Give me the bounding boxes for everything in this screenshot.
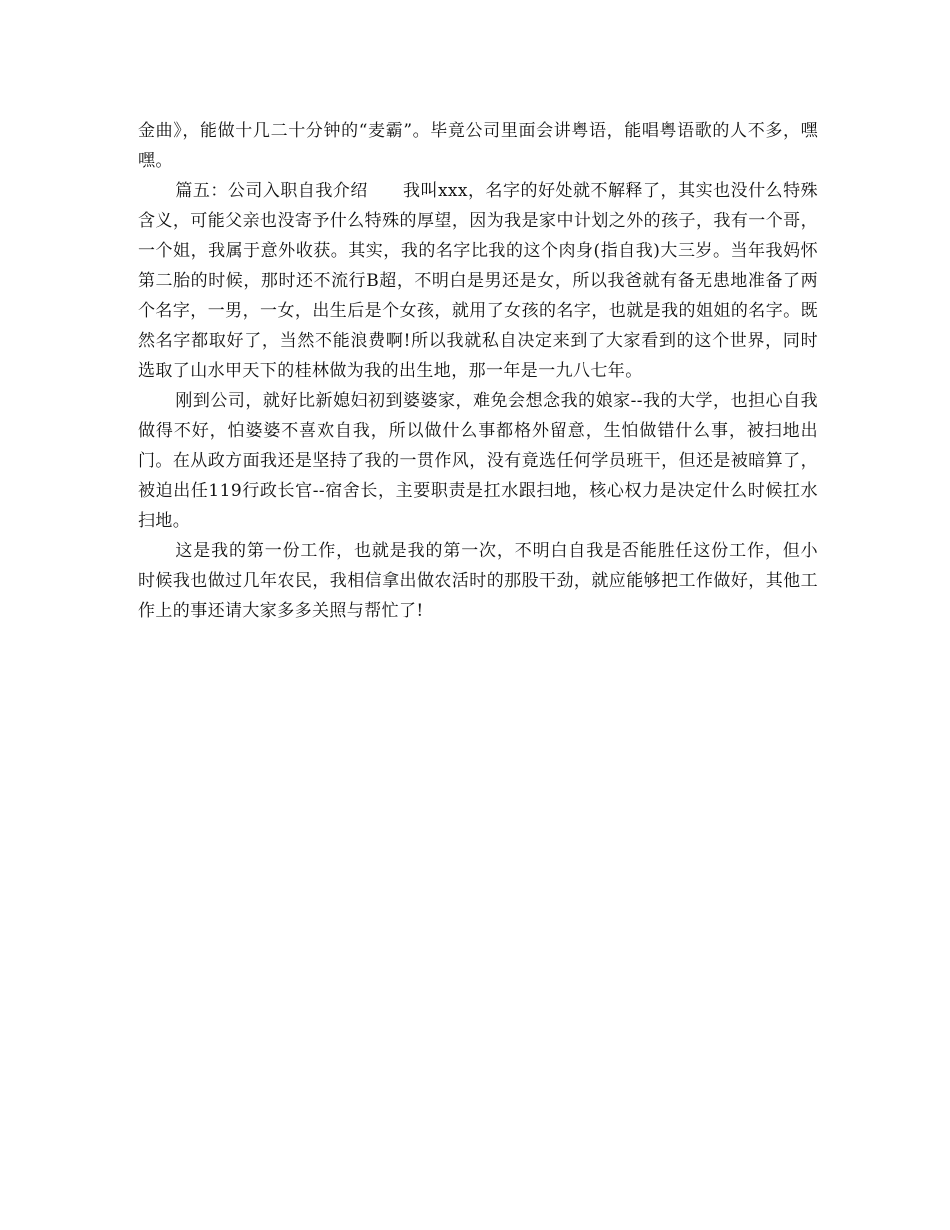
document-body bbox=[138, 116, 818, 626]
paragraph-first-job: 这是我的第一份工作，也就是我的第一次，不明白自我是否能胜任这份工作，但小时候我也做过几年农民，我相信拿出做农活时的那股干劲，就应能够把工作做好，其他工作上的事还请大家多多关照与帮忙了! bbox=[138, 541, 818, 621]
paragraph-arrival: 刚到公司，就好比新媳妇初到婆婆家，难免会想念我的娘家--我的大学，也担心自我做得不好，怕婆婆不喜欢自我，所以做什么事都格外留意，生怕做错什么事，被扫地出门。在从政方面我还是坚持了我的一贯作风，没有竟选任何学员班干，但还是被暗算了，被迫出任119行政长官--宿舍长，主要职责是扛水跟扫地，核心权力是决定什么时候扛水扫地。 bbox=[138, 391, 818, 531]
paragraph-continued: 金曲》，能做十几二十分钟的“麦霸”。毕竟公司里面会讲粤语，能唱粤语歌的人不多，嘿嘿。 bbox=[138, 121, 818, 171]
paragraph-section-five-intro: 篇五：公司入职自我介绍 我叫xxx，名字的好处就不解释了，其实也没什么特殊含义，可能父亲也没寄予什么特殊的厚望，因为我是家中计划之外的孩子，我有一个哥，一个姐，我属于意外收获。其实，我的名字比我的这个肉身(指自我)大三岁。当年我妈怀第二胎的时候，那时还不流行B超，不明白是男还是女，所以我爸就有备无患地准备了两个名字，一男，一女，出生后是个女孩，就用了女孩的名字，也就是我的姐姐的名字。既然名字都取好了，当然不能浪费啊!所以我就私自决定来到了大家看到的这个世界，同时选取了山水甲天下的桂林做为我的出生地，那一年是一九八七年。 bbox=[138, 181, 818, 381]
